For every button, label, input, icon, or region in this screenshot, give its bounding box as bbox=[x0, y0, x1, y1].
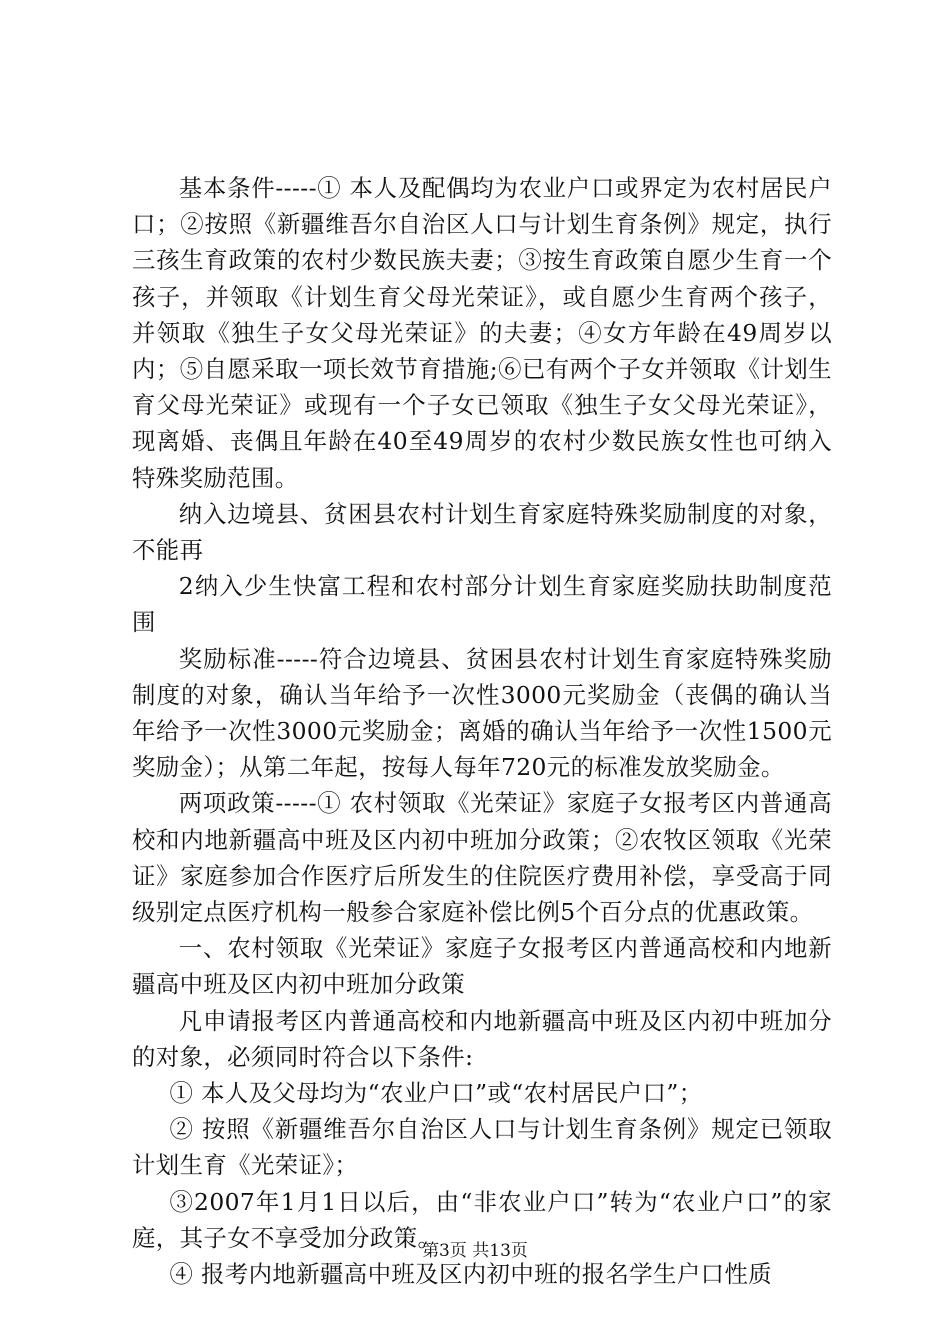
condition-item-2: ② 按照《新疆维吾尔自治区人口与计划生育条例》规定已领取计划生育《光荣证》； bbox=[132, 1115, 832, 1180]
paragraph-reward-standard: 奖励标准-----符合边境县、贫困县农村计划生育家庭特殊奖励制度的对象，确认当年给予一次性3000元奖励金（丧偶的确认当年给予一次性3000元奖励金；离婚的确认当年给予一次性1500元奖励金）；从第二年起，按每人每年720元的标准发放奖励金。 bbox=[132, 644, 832, 782]
document-body bbox=[132, 170, 832, 1292]
condition-item-3: ③2007年1月1日以后，由“非农业户口”转为“农业户口”的家庭，其子女不享受加分政策。 bbox=[132, 1187, 832, 1252]
page-number-footer: 第3页 共13页 bbox=[422, 1241, 528, 1261]
paragraph-application-conditions: 凡申请报考区内普通高校和内地新疆高中班及区内初中班加分的对象，必须同时符合以下条件: bbox=[132, 1006, 832, 1071]
paragraph-basic-conditions: 基本条件-----① 本人及配偶均为农业户口或界定为农村居民户口；②按照《新疆维吾尔自治区人口与计划生育条例》规定，执行三孩生育政策的农村少数民族夫妻；③按生育政策自愿少生育一个孩子，并领取《计划生育父母光荣证》，或自愿少生育两个孩子，并领取《独生子女父母光荣证》的夫妻；④女方年龄在49周岁以内；⑤自愿采取一项长效节育措施;⑥已有两个子女并领取《计划生育父母光荣证》或现有一个子女已领取《独生子女父母光荣证》，现离婚、丧偶且年龄在40至49周岁的农村少数民族女性也可纳入特殊奖励范围。 bbox=[132, 174, 832, 492]
section-heading-bonus-policy: 一、农村领取《光荣证》家庭子女报考区内普通高校和内地新疆高中班及区内初中班加分政策 bbox=[132, 934, 832, 999]
paragraph-exclusion-scope: 2纳入少生快富工程和农村部分计划生育家庭奖励扶助制度范围 bbox=[132, 572, 832, 637]
condition-item-1: ① 本人及父母均为“农业户口”或“农村居民户口”； bbox=[169, 1079, 703, 1108]
paragraph-two-policies: 两项政策-----① 农村领取《光荣证》家庭子女报考区内普通高校和内地新疆高中班及区内初中班加分政策；②农牧区领取《光荣证》家庭参加合作医疗后所发生的住院医疗费用补偿，享受高于同级别定点医疗机构一般参合家庭补偿比例5个百分点的优惠政策。 bbox=[132, 789, 832, 927]
condition-item-4: ④ 报考内地新疆高中班及区内初中班的报名学生户口性质 bbox=[169, 1260, 773, 1289]
paragraph-exclusion: 纳入边境县、贫困县农村计划生育家庭特殊奖励制度的对象，不能再 bbox=[132, 499, 832, 565]
